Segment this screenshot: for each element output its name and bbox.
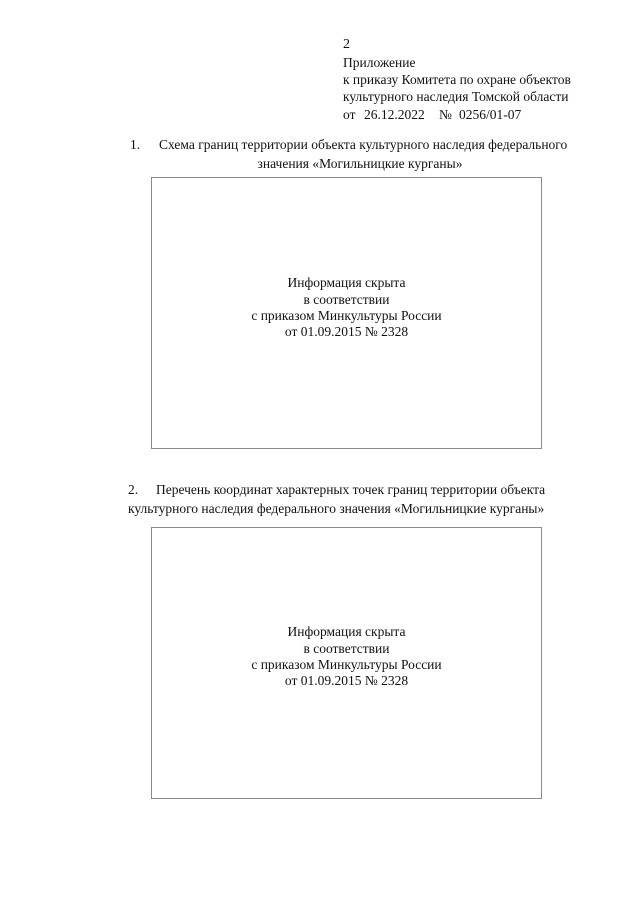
notice-line: с приказом Минкультуры России <box>251 308 442 323</box>
hidden-map-box <box>151 177 542 449</box>
section-2-title-line1: Перечень координат характерных точек границ территории объекта <box>156 482 546 497</box>
section-2-heading <box>128 480 588 518</box>
notice-line: в соответствии <box>303 640 390 656</box>
notice-line: Информация скрыта <box>287 275 406 291</box>
section-1-title-line2: значения «Могильницкие курганы» <box>257 156 463 171</box>
order-date: 26.12.2022 <box>364 106 425 122</box>
hidden-coordinates-box <box>151 527 542 799</box>
order-number: 0256/01-07 <box>459 106 522 122</box>
appendix-title: Приложение <box>343 55 416 70</box>
section-2-title-line2: культурного наследия федерального значения «Могильницкие курганы» <box>128 501 545 516</box>
appendix-header <box>343 54 623 123</box>
notice-line: от 01.09.2015 № 2328 <box>284 673 409 689</box>
section-1-heading <box>100 135 590 173</box>
appendix-line-order: к приказу Комитета по охране объектов <box>343 72 571 88</box>
notice-line: от 01.09.2015 № 2328 <box>284 324 409 340</box>
section-2-number: 2. <box>128 482 139 497</box>
order-date-line <box>343 106 623 123</box>
hidden-info-notice <box>251 624 441 690</box>
notice-line: в соответствии <box>303 291 390 307</box>
notice-line: Информация скрыта <box>287 624 406 640</box>
date-prefix: от <box>343 106 356 122</box>
section-1-title-line1: Схема границ территории объекта культурного наследия федерального <box>159 137 568 152</box>
notice-line: с приказом Минкультуры России <box>251 657 442 672</box>
section-1-number: 1. <box>130 137 141 152</box>
page-number: 2 <box>343 37 350 52</box>
appendix-line-committee: культурного наследия Томской области <box>343 89 569 105</box>
number-sign: № <box>439 106 452 122</box>
hidden-info-notice <box>251 275 441 341</box>
